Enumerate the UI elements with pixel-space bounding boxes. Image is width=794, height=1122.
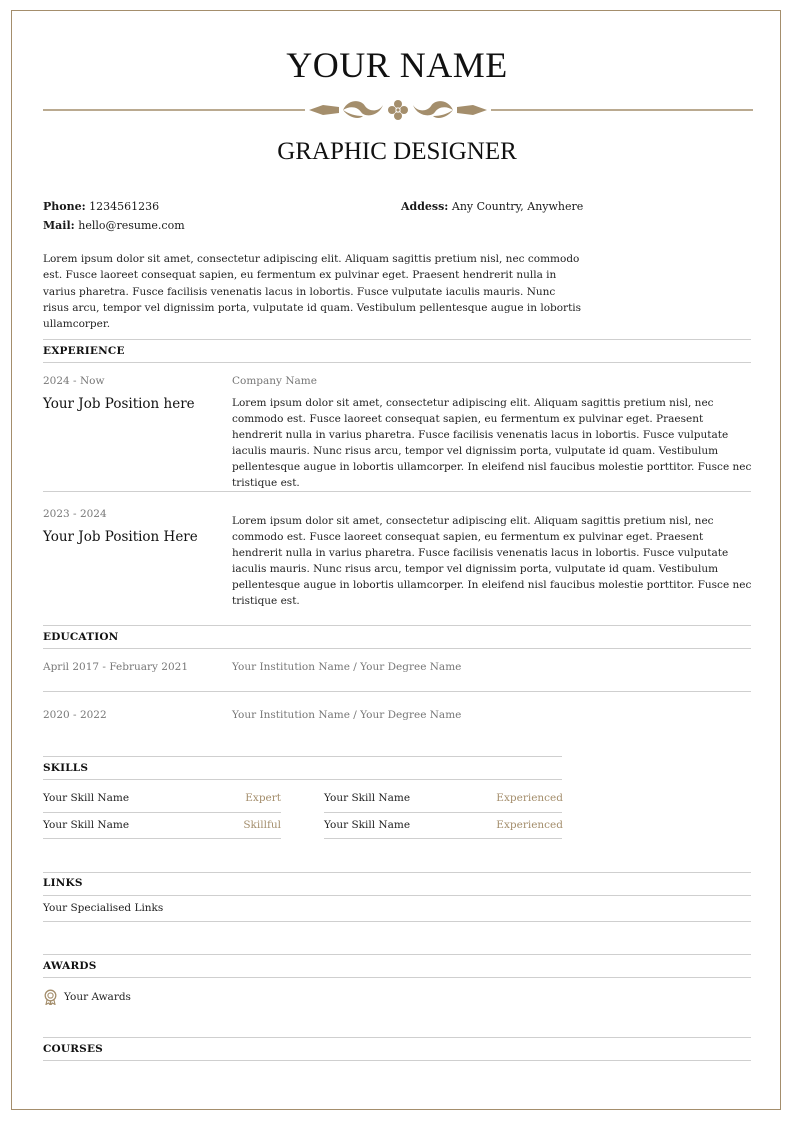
section-title-links: LINKS (43, 877, 83, 889)
section-rule (43, 339, 751, 340)
skill-level: Expert (245, 792, 281, 804)
skill-name: Your Skill Name (43, 792, 130, 804)
experience-position: Your Job Position here (43, 396, 195, 412)
skill-level: Experienced (496, 819, 563, 831)
award-medal-icon (43, 989, 58, 1005)
skill-level: Experienced (496, 792, 563, 804)
section-rule (43, 1037, 751, 1038)
section-rule (43, 1060, 751, 1061)
section-title-experience: EXPERIENCE (43, 345, 125, 357)
skill-divider (324, 838, 562, 839)
section-rule (43, 954, 751, 955)
contact-phone (43, 199, 159, 215)
item-divider (43, 691, 751, 692)
phone-value: 1234561236 (89, 200, 160, 213)
experience-date: 2023 - 2024 (43, 508, 107, 520)
address-value: Any Country, Anywhere (451, 200, 584, 213)
education-date: 2020 - 2022 (43, 709, 107, 721)
summary-text: Lorem ipsum dolor sit amet, consectetur adipiscing elit. Aliquam sagittis pretium nisl, nec commodo est. Fusce laoreet consequat sapien, eu fermentum ex pulvinar eget. Praesent hendrerit nulla in varius pharetra. Fusce facilisis venenatis lacus in lobortis. Fusce vulputate iaculis mauris. Nunc risus arcu, tempor vel dignissim porta, vulputate id quam. Vestibulum pellentesque augue in lobortis ullamcorper. (43, 253, 582, 331)
mail-label: Mail: (43, 219, 75, 232)
section-rule (43, 362, 751, 363)
section-rule (43, 625, 751, 626)
item-divider (43, 491, 751, 492)
job-title: GRAPHIC DESIGNER (277, 138, 517, 165)
resume-name: YOUR NAME (286, 45, 508, 85)
section-title-courses: COURSES (43, 1043, 103, 1055)
section-rule (43, 977, 751, 978)
contact-address (401, 199, 583, 215)
skill-name: Your Skill Name (324, 819, 411, 831)
section-rule (43, 648, 751, 649)
phone-label: Phone: (43, 200, 86, 213)
section-rule (43, 779, 562, 780)
item-divider (43, 921, 751, 922)
section-rule (43, 756, 562, 757)
section-title-education: EDUCATION (43, 631, 119, 643)
address-label: Addess: (401, 200, 449, 213)
experience-description: Lorem ipsum dolor sit amet, consectetur adipiscing elit. Aliquam sagittis pretium nisl, nec commodo est. Fusce laoreet consequat sapien, eu fermentum ex pulvinar eget. Praesent hendrerit nulla in varius pharetra. Fusce facilisis venenatis lacus in lobortis. Fusce vulputate iaculis mauris. Nunc risus arcu, tempor vel dignissim porta, vulputate id quam. Vestibulum pellentesque augue in lobortis ullamcorper. In eleifend nisl faucibus molestie porttitor. Fusce nec tristique est. (232, 515, 752, 607)
skill-divider (43, 838, 281, 839)
skill-name: Your Skill Name (324, 792, 411, 804)
education-date: April 2017 - February 2021 (43, 661, 189, 673)
skill-level: Skillful (243, 819, 281, 831)
award-item: Your Awards (64, 991, 131, 1003)
experience-description: Lorem ipsum dolor sit amet, consectetur adipiscing elit. Aliquam sagittis pretium nisl, nec commodo est. Fusce laoreet consequat sapien, eu fermentum ex pulvinar eget. Praesent hendrerit nulla in varius pharetra. Fusce facilisis venenatis lacus in lobortis. Fusce vulputate iaculis mauris. Nunc risus arcu, tempor vel dignissim porta, vulputate id quam. Vestibulum pellentesque augue in lobortis ullamcorper. In eleifend nisl faucibus molestie porttitor. Fusce nec tristique est. (232, 397, 752, 489)
mail-value[interactable]: hello@resume.com (78, 219, 185, 232)
skill-name: Your Skill Name (43, 819, 130, 831)
section-title-skills: SKILLS (43, 762, 89, 774)
ornament-divider (43, 96, 753, 124)
experience-date: 2024 - Now (43, 375, 105, 387)
section-rule (43, 895, 751, 896)
experience-position: Your Job Position Here (43, 529, 198, 545)
experience-company: Company Name (232, 375, 317, 387)
skill-divider (43, 812, 281, 813)
skill-divider (324, 812, 562, 813)
link-item[interactable]: Your Specialised Links (43, 902, 164, 914)
education-institution: Your Institution Name / Your Degree Name (232, 661, 462, 673)
contact-mail (43, 218, 185, 234)
section-rule (43, 872, 751, 873)
section-title-awards: AWARDS (43, 960, 97, 972)
education-institution: Your Institution Name / Your Degree Name (232, 709, 462, 721)
